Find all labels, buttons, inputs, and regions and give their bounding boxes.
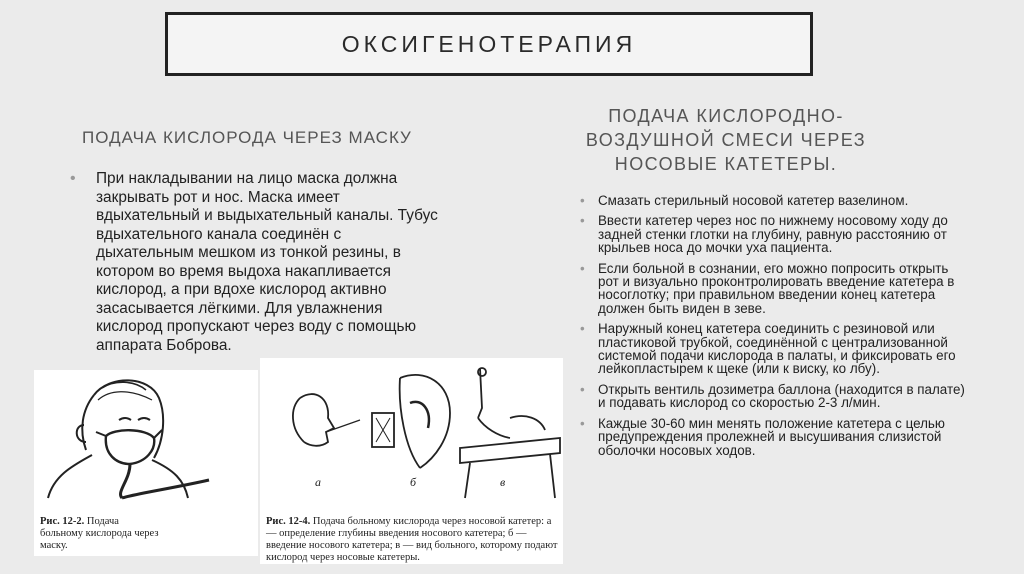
catheter-caption-text: Подача больному кислорода через носовой катетер: а — определение глубины введения носового катетера; б — введение носового катетера; в — вид больного, которому подают кислород через носовые катетеры. bbox=[266, 516, 558, 563]
panel-label-a: а bbox=[315, 475, 321, 489]
left-heading: ПОДАЧА КИСЛОРОДА ЧЕРЕЗ МАСКУ bbox=[82, 128, 412, 147]
mask-caption bbox=[40, 516, 160, 552]
panel-label-c: в bbox=[500, 475, 506, 489]
catheter-steps bbox=[580, 194, 970, 464]
catheter-figure bbox=[260, 358, 563, 564]
mask-illustration bbox=[34, 370, 258, 500]
step-item: • Наружный конец катетера соединить с резиновой или пластиковой трубкой, соединённой с централизованной системой подачи кислорода в палаты, и фиксировать его лейкопластырем к щеке (или к виску, ко лбу). bbox=[580, 322, 970, 376]
mask-figure bbox=[34, 370, 258, 556]
step-item: • Ввести катетер через нос по нижнему носовому ходу до задней стенки глотки на глубину, равную расстоянию от крыльев носа до мочки уха пациента. bbox=[580, 214, 970, 254]
step-item: • Каждые 30-60 мин менять положение катетера с целью предупреждения пролежней и высушивания слизистой оболочки носовых ходов. bbox=[580, 417, 970, 457]
title-box bbox=[165, 12, 813, 76]
step-item: • Если больной в сознании, его можно попросить открыть рот и визуально проконтролировать введение катетера в носоглотку; при правильном введении конец катетера должен быть виден в зеве. bbox=[580, 262, 970, 316]
right-heading: ПОДАЧА КИСЛОРОДНО-ВОЗДУШНОЙ СМЕСИ ЧЕРЕЗ НОСОВЫЕ КАТЕТЕРЫ. bbox=[585, 106, 867, 174]
step-item: • Смазать стерильный носовой катетер вазелином. bbox=[580, 194, 970, 207]
panel-label-b: б bbox=[410, 475, 417, 489]
mask-description: При накладывании на лицо маска должна закрывать рот и нос. Маска имеет вдыхательный и выдыхательный каналы. Тубус вдыхательного канала соединён с дыхательным мешком из тонкой резины, в котором во время выдоха накапливается кислород, а при вдохе кислород активно засасывается лёгкими. Для увлажнения кислород пропускают через воду с помощью аппарата Боброва. bbox=[96, 170, 438, 354]
catheter-caption bbox=[266, 516, 560, 564]
mask-caption-num: Рис. 12-2. bbox=[40, 516, 85, 527]
mask-caption-text: Подача больному кислорода через маску. bbox=[40, 516, 159, 551]
catheter-illustration bbox=[260, 358, 563, 508]
left-body bbox=[68, 170, 440, 355]
catheter-caption-num: Рис. 12-4. bbox=[266, 516, 311, 527]
step-item: • Открыть вентиль дозиметра баллона (находится в палате) и подавать кислород со скоростью 2-3 л/мин. bbox=[580, 383, 970, 410]
slide-title: ОКСИГЕНОТЕРАПИЯ bbox=[341, 30, 637, 57]
bullet-marker: • bbox=[70, 170, 76, 187]
